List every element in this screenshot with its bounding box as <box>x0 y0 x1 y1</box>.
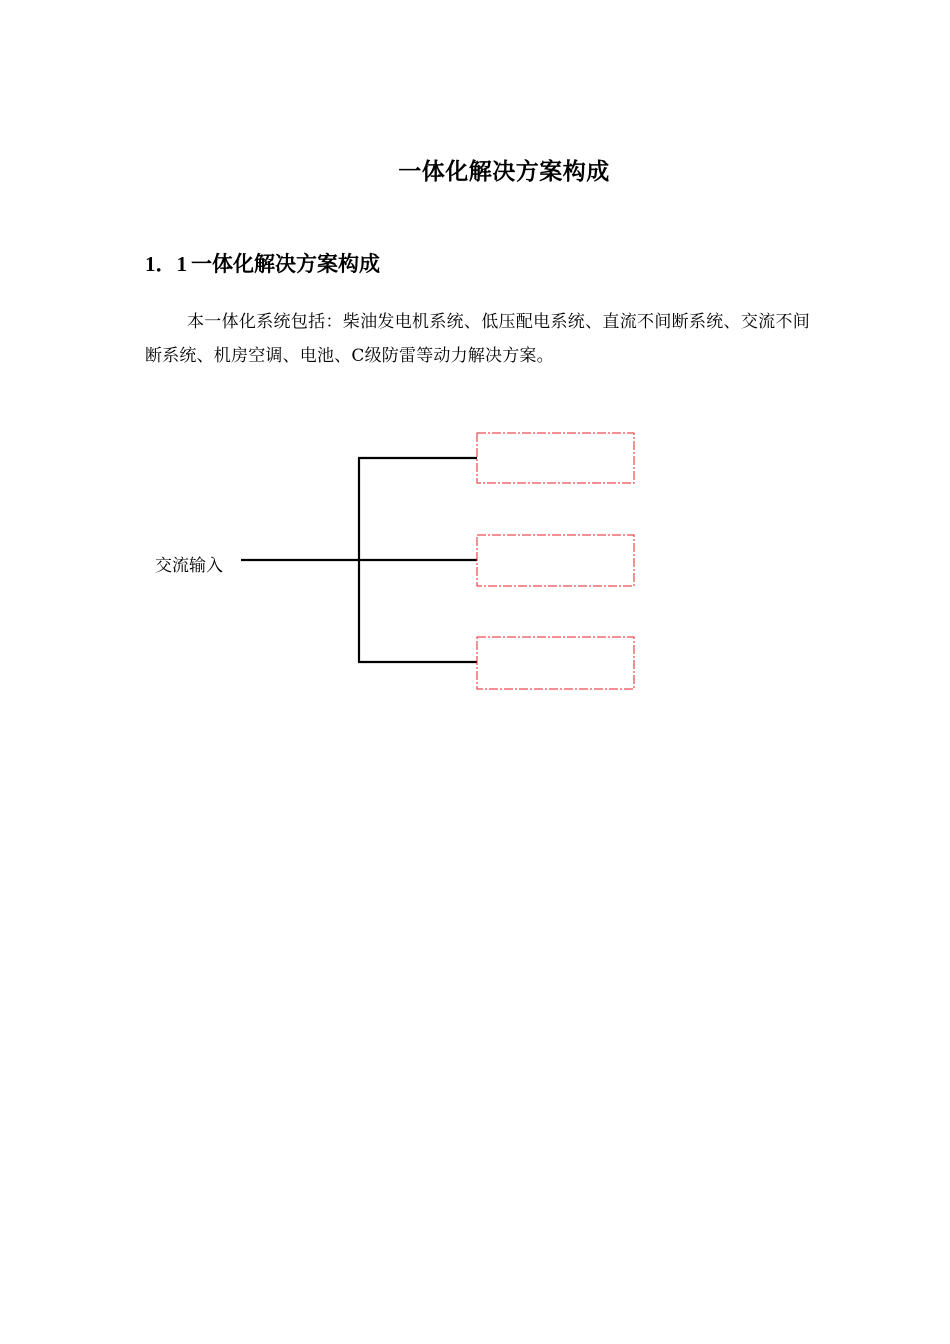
branch-box-top <box>477 433 634 483</box>
branch-box-bottom <box>477 637 634 689</box>
branch-box-middle <box>477 535 634 586</box>
section-heading-text: 一体化解决方案构成 <box>191 252 380 276</box>
ac-input-label: 交流输入 <box>155 556 223 576</box>
body-paragraph: 本一体化系统包括：柴油发电机系统、低压配电系统、直流不间断系统、交流不间断系统、机房空调、电池、C级防雷等动力解决方案。 <box>145 312 810 366</box>
page-title: 一体化解决方案构成 <box>398 159 610 185</box>
section-number: 1．1 <box>145 252 187 276</box>
